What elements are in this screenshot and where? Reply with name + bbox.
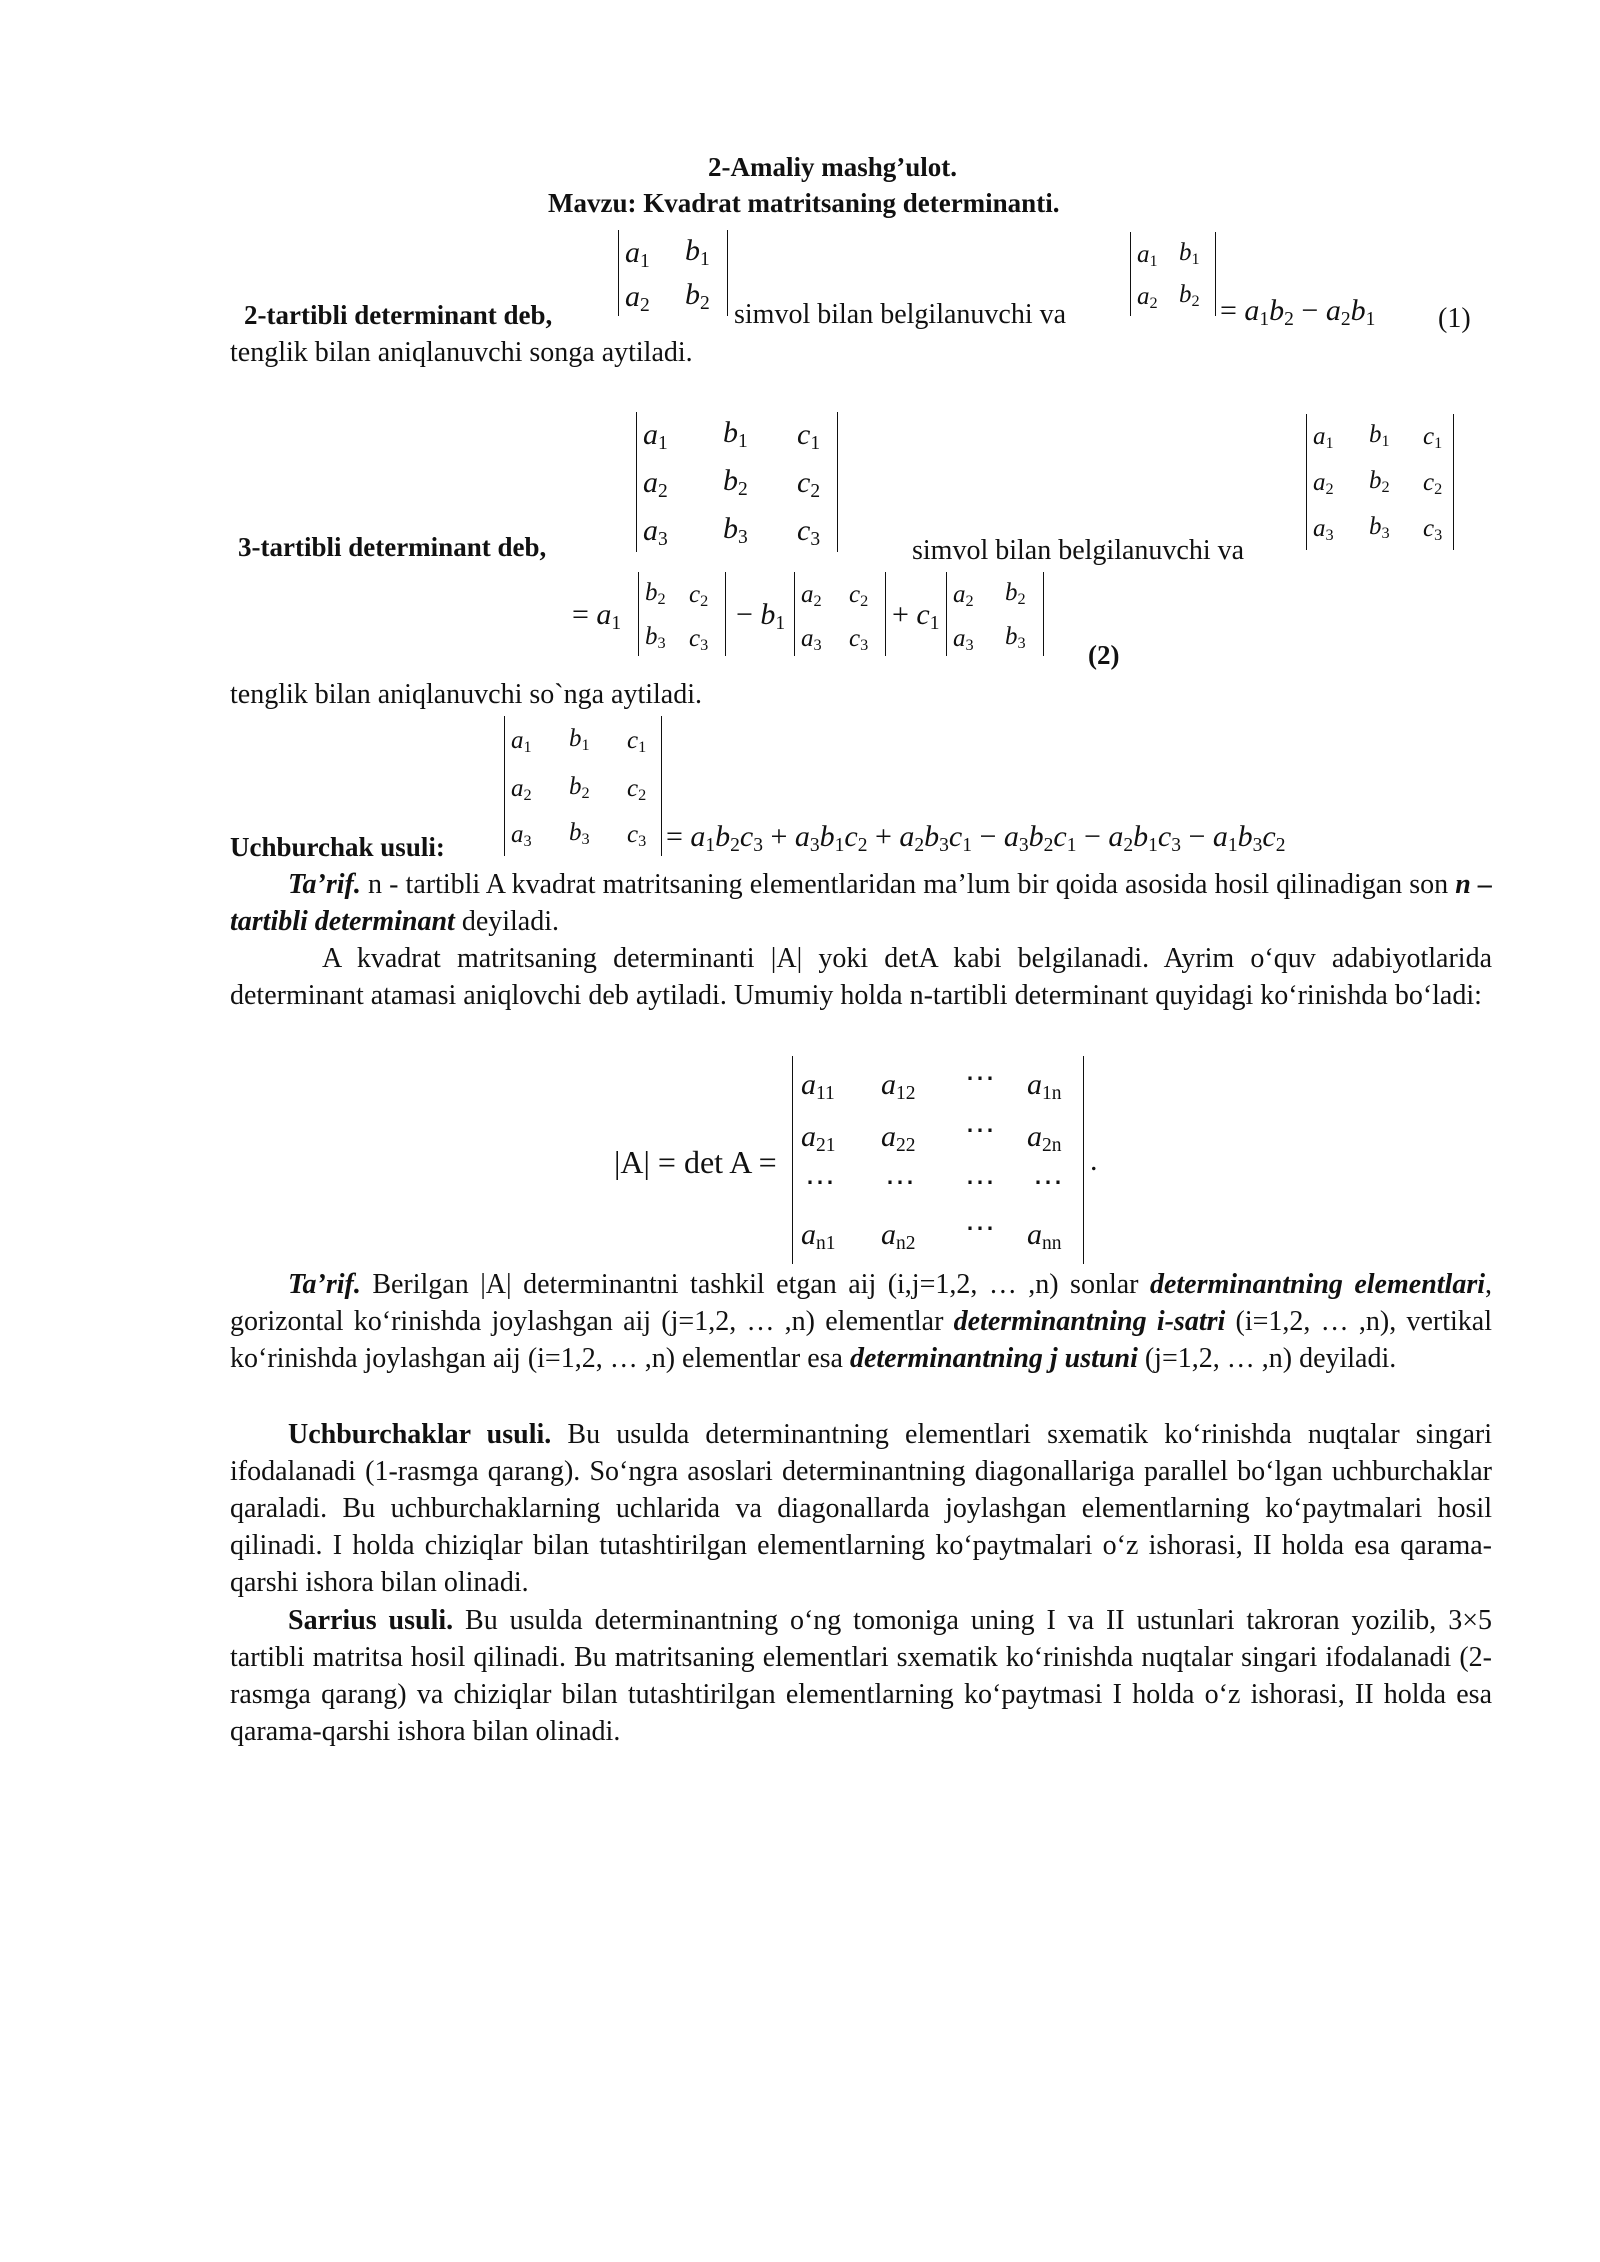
equation-number-1: (1)	[1438, 303, 1471, 334]
det-general-period: .	[1090, 1144, 1098, 1177]
section1-mid: simvol bilan belgilanuvchi va	[734, 299, 1067, 330]
minor-2: $a_2$ $c_2$ $a_3$ $c_3$	[794, 572, 886, 656]
det3-definition: $a_1$ $b_1$ $c_1$ $a_2$ $b_2$ $c_2$ $a_3$ $b_3$ $c_3$	[1306, 414, 1454, 550]
det2-definition: $a_1$ $b_1$ $a_2$ $b_2$	[1130, 232, 1216, 316]
section1-tail: tenglik bilan aniqlanuvchi songa aytiladi.	[230, 337, 693, 368]
title-line-1: 2-Amaliy mashg’ulot.	[708, 152, 957, 182]
section2-lead: 3-tartibli determinant deb,	[238, 532, 547, 562]
expansion-c1: + $c_1$	[892, 598, 940, 634]
triangles-method-paragraph: Uchburchaklar usuli. Bu usulda determinantning elementlari sxematik ko‘rinishda nuqtalar singari ifodalanadi (1-rasmga qarang). So‘ngra asoslari determinantning diagonallariga parallel bo‘lgan uchburchaklar qaraladi. Bu uchburchaklarning uchlarida va diagonallarda joylashgan elementlarning ko‘paytmalari hosil qilinadi. I holda chiziqlar bilan tutashtirilgan elementlarning ko‘paytmalari o‘z ishorasi, II holda esa qarama-qarshi ishora bilan olinadi.	[230, 1419, 1492, 1598]
title-line-2: Mavzu: Kvadrat matritsaning determinanti.	[548, 188, 1060, 218]
det2-symbol: $a_1$ $b_1$ $a_2$ $b_2$	[618, 230, 728, 316]
det-general-matrix: $a_{11}$ $a_{12}$ ⋯ $a_{1n}$ $a_{21}$ $a_{22}$ ⋯ $a_{2n}$ ⋯ ⋯ ⋯ ⋯ $a_{n1}$ $a_{n2}$ ⋯ $a_{nn}$	[792, 1056, 1084, 1264]
section3-lead: Uchburchak usuli:	[230, 832, 445, 862]
expansion-a1: = $a_1$	[572, 598, 622, 634]
formula-triangle: = $a_1b_2c_3 + a_3b_1c_2 + a_2b_3c_1 - a_3b_2c_1 - a_2b_1c_3 - a_1b_3c_2$	[666, 820, 1286, 856]
expansion-b1: − $b_1$	[736, 598, 786, 634]
det3-triangle: $a_1$ $b_1$ $c_1$ $a_2$ $b_2$ $c_2$ $a_3$ $b_3$ $c_3$	[504, 716, 662, 856]
sarrus-method-paragraph: Sarrius usuli. Bu usulda determinantning o‘ng tomoniga uning I va II ustunlari takroran yozilib, 3×5 tartibli matritsa hosil qilinadi. Bu matritsaning elementlari sxematik ko‘rinishda nuqtalar singari ifodalanadi (2-rasmga qarang) va chiziqlar bilan tutashtirilgan elementlarning ko‘paytmasi I holda o‘z ishorasi, II holda esa qarama-qarshi ishora bilan olinadi.	[230, 1605, 1492, 1747]
equation-number-2: (2)	[1088, 640, 1120, 670]
section2-mid: simvol bilan belgilanuvchi va	[912, 535, 1245, 566]
minor-1: $b_2$ $c_2$ $b_3$ $c_3$	[638, 572, 726, 656]
det-general-lhs: |A| = det A =	[614, 1144, 777, 1180]
minor-3: $a_2$ $b_2$ $a_3$ $b_3$	[946, 572, 1044, 656]
section2-tail: tenglik bilan aniqlanuvchi so`nga aytiladi.	[230, 679, 702, 710]
det3-symbol: $a_1$ $b_1$ $c_1$ $a_2$ $b_2$ $c_2$ $a_3$ $b_3$ $c_3$	[636, 412, 838, 552]
section1-lead: 2-tartibli determinant deb,	[244, 300, 553, 330]
definition-paragraph-1: Ta’rif. n - tartibli A kvadrat matritsaning elementlaridan ma’lum bir qoida asosida hosil qilinadigan son n – tartibli determinant deyiladi.	[230, 869, 1492, 937]
paragraph-2: A kvadrat matritsaning determinanti |A| yoki detA kabi belgilanadi. Ayrim o‘quv adabiyotlarida determinant atamasi aniqlovchi deb aytiladi. Umumiy holda n-tartibli determinant quyidagi ko‘rinishda bo‘ladi:	[230, 943, 1492, 1011]
formula-2x2: = $a_1b_2 - a_2b_1$	[1220, 294, 1376, 330]
definition-paragraph-2: Ta’rif. Berilgan |A| determinantni tashkil etgan aij (i,j=1,2, … ,n) sonlar determinantning elementlari, gorizontal ko‘rinishda joylashgan aij (j=1,2, … ,n) elementlar determinantning i-satri (i=1,2, … ,n), vertikal ko‘rinishda joylashgan aij (i=1,2, … ,n) elementlar esa determinantning j ustuni (j=1,2, … ,n) deyiladi.	[230, 1269, 1492, 1374]
